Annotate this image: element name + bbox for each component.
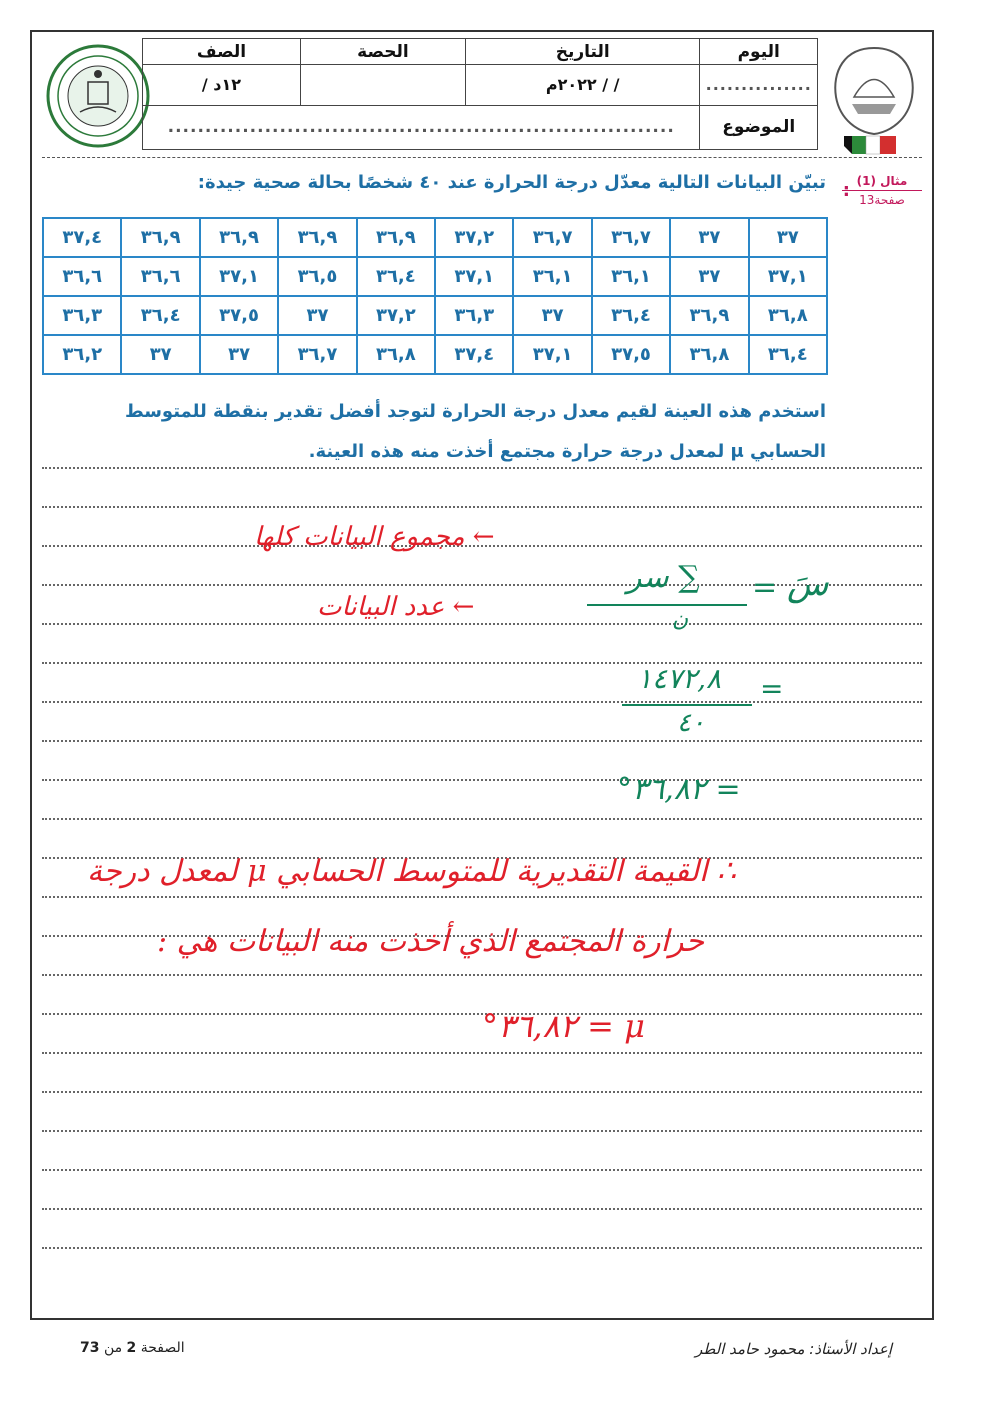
- sum-expression: ∑ سر: [627, 560, 700, 595]
- table-cell: ٣٦,٤: [357, 257, 435, 296]
- ruled-line: [42, 506, 922, 508]
- table-cell: ٣٦,٩: [357, 218, 435, 257]
- table-cell: ٣٧: [670, 218, 748, 257]
- topic-field[interactable]: ....................................................................: [143, 105, 700, 149]
- table-cell: ٣٦,٤: [592, 296, 670, 335]
- page-total: 73: [80, 1340, 100, 1356]
- table-cell: ٣٧,٢: [435, 218, 513, 257]
- ruled-line: [42, 701, 922, 703]
- table-cell: ٣٦,٦: [43, 257, 121, 296]
- table-cell: ٣٧,١: [200, 257, 278, 296]
- ruled-line: [42, 779, 922, 781]
- header: [32, 32, 932, 162]
- ruled-line: [42, 974, 922, 976]
- page-number: [80, 1340, 185, 1356]
- ruled-line: [42, 467, 922, 469]
- ruled-line: [42, 896, 922, 898]
- header-info-table: [142, 38, 818, 150]
- example-label: [842, 174, 922, 207]
- conclusion-line-1: ∴ القيمة التقديرية للمتوسط الحسابي μ لمعدل درجة: [87, 854, 736, 889]
- example-text: تبيّن البيانات التالية معدّل درجة الحرارة عند ٤٠ شخصًا بحالة صحية جيدة:: [197, 172, 826, 193]
- equals-sign-1: =: [752, 570, 778, 605]
- ruled-line: [42, 740, 922, 742]
- question-line-2: الحسابي μ لمعدل درجة حرارة مجتمع أخذت منه هذه العينة.: [308, 441, 826, 462]
- table-cell: ٣٦,٩: [278, 218, 356, 257]
- table-cell: ٣٧: [513, 296, 591, 335]
- table-cell: ٣٧: [278, 296, 356, 335]
- day-label: اليوم: [700, 39, 818, 65]
- table-cell: ٣٦,٧: [513, 218, 591, 257]
- equals-sign-2: =: [760, 672, 784, 705]
- table-cell: ٣٦,٣: [43, 296, 121, 335]
- table-cell: ٣٧,٥: [200, 296, 278, 335]
- table-cell: ٣٦,٩: [121, 218, 199, 257]
- table-cell: ٣٧,٤: [43, 218, 121, 257]
- topic-label: الموضوع: [700, 105, 818, 149]
- page-current: 2: [126, 1340, 137, 1356]
- table-cell: ٣٧,٥: [592, 335, 670, 374]
- table-cell: ٣٦,٧: [592, 218, 670, 257]
- fraction-bar-2: [622, 704, 752, 706]
- ruled-line: [42, 1091, 922, 1093]
- date-field[interactable]: / / ٢٠٢٢م: [465, 65, 700, 105]
- table-row: [43, 218, 827, 257]
- ruled-line: [42, 623, 922, 625]
- conclusion-line-2: حرارة المجتمع الذي أخذت منه البيانات هي :: [157, 924, 705, 959]
- ruled-line: [42, 1130, 922, 1132]
- ruled-line: [42, 1052, 922, 1054]
- table-cell: ٣٧,١: [513, 335, 591, 374]
- school-emblem-icon: [44, 42, 152, 150]
- table-cell: ٣٦,٨: [670, 335, 748, 374]
- page-frame: [30, 30, 934, 1320]
- final-answer: μ = ٣٦,٨٢°: [482, 1007, 645, 1045]
- table-cell: ٣٧,١: [749, 257, 827, 296]
- ruled-line: [42, 662, 922, 664]
- table-cell: ٣٧,٢: [357, 296, 435, 335]
- table-cell: ٣٦,٧: [278, 335, 356, 374]
- note-count: ← عدد البيانات: [317, 592, 475, 622]
- table-cell: ٣٦,٤: [121, 296, 199, 335]
- numerator: ١٤٧٢,٨: [637, 662, 722, 695]
- table-cell: ٣٦,٩: [670, 296, 748, 335]
- table-cell: ٣٧,٤: [435, 335, 513, 374]
- table-cell: ٣٦,٥: [278, 257, 356, 296]
- class-label: الصف: [143, 39, 301, 65]
- table-cell: ٣٦,١: [513, 257, 591, 296]
- ruled-line: [42, 818, 922, 820]
- example-number: مثال (1): [856, 174, 908, 188]
- ruled-line: [42, 1208, 922, 1210]
- table-row: [43, 296, 827, 335]
- table-cell: ٣٧: [121, 335, 199, 374]
- ruled-line: [42, 1247, 922, 1249]
- table-cell: ٣٦,٨: [749, 296, 827, 335]
- table-cell: ٣٦,٩: [200, 218, 278, 257]
- n-symbol: ن: [672, 607, 689, 632]
- table-cell: ٣٦,٨: [357, 335, 435, 374]
- result: = ٣٦,٨٢°: [617, 772, 741, 807]
- date-label: التاريخ: [465, 39, 700, 65]
- ruled-line: [42, 1169, 922, 1171]
- table-cell: ٣٧: [670, 257, 748, 296]
- table-cell: ٣٧: [749, 218, 827, 257]
- table-row: [43, 335, 827, 374]
- table-cell: ٣٦,٦: [121, 257, 199, 296]
- table-cell: ٣٧: [200, 335, 278, 374]
- mean-symbol: سَ: [787, 564, 829, 604]
- question-text: [46, 392, 826, 472]
- period-label: الحصة: [300, 39, 465, 65]
- example-colon: :: [842, 180, 850, 201]
- temperature-data-table: [42, 217, 828, 375]
- table-cell: ٣٦,١: [592, 257, 670, 296]
- header-separator: [42, 157, 922, 158]
- kuwait-emblem-icon: [824, 42, 924, 157]
- page-of: من: [103, 1340, 123, 1356]
- period-field[interactable]: [300, 65, 465, 105]
- table-cell: ٣٦,٢: [43, 335, 121, 374]
- page-prefix: الصفحة: [140, 1340, 185, 1356]
- prepared-by: إعداد الأستاذ: محمود حامد الطر: [695, 1340, 892, 1358]
- example-page: صفحة13: [842, 190, 922, 207]
- table-cell: ٣٦,٣: [435, 296, 513, 335]
- denominator: ٤٠: [677, 708, 705, 738]
- table-row: [43, 257, 827, 296]
- class-field[interactable]: ١٢د /: [143, 65, 301, 105]
- table-cell: ٣٦,٤: [749, 335, 827, 374]
- table-cell: ٣٧,١: [435, 257, 513, 296]
- fraction-bar-1: [587, 604, 747, 606]
- question-line-1: استخدم هذه العينة لقيم معدل درجة الحرارة لتوجد أفضل تقدير بنقطة للمتوسط: [124, 401, 826, 422]
- note-sum: ← مجموع البيانات كلها: [254, 522, 495, 552]
- day-field[interactable]: ...............: [700, 65, 818, 105]
